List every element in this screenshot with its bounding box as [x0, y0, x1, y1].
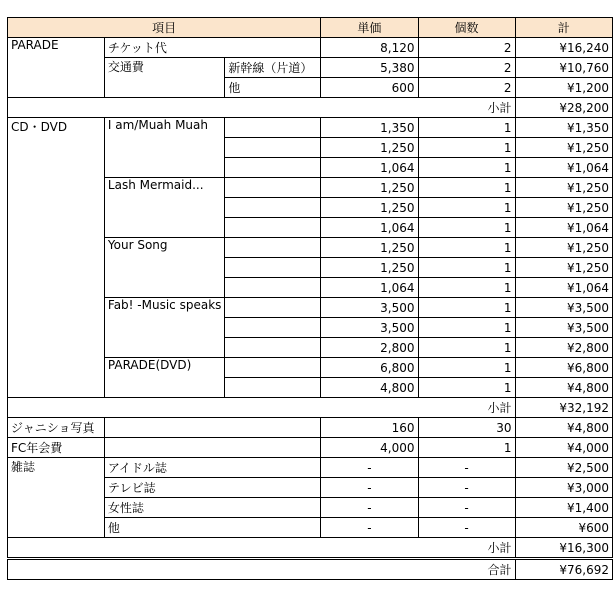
subtotal-row [8, 538, 613, 559]
line-total: ¥1,250 [515, 178, 612, 198]
subtotal-label: 小計 [8, 398, 516, 418]
header-quantity: 個数 [418, 18, 515, 38]
quantity: - [418, 498, 515, 518]
line-total: ¥4,800 [515, 418, 612, 438]
line-total: ¥6,800 [515, 358, 612, 378]
sub-item-label [225, 298, 321, 318]
subtotal-value: ¥16,300 [515, 538, 612, 559]
sub-item-label [225, 218, 321, 238]
table-row [8, 458, 613, 478]
quantity: 1 [418, 318, 515, 338]
quantity: 1 [418, 338, 515, 358]
quantity: 1 [418, 218, 515, 238]
item-title: Your Song [104, 238, 225, 298]
subtotal-label: 小計 [8, 538, 516, 559]
unit-price: 1,250 [321, 138, 418, 158]
header-total: 計 [515, 18, 612, 38]
group-label-parade: PARADE [8, 38, 105, 98]
group-label-fc: FC年会費 [8, 438, 105, 458]
line-total: ¥2,800 [515, 338, 612, 358]
unit-price: 8,120 [321, 38, 418, 58]
unit-price: - [321, 498, 418, 518]
line-total: ¥1,200 [515, 78, 612, 98]
sub-item-label [225, 338, 321, 358]
item-label [104, 438, 320, 458]
quantity: 2 [418, 78, 515, 98]
quantity: - [418, 518, 515, 538]
subtotal-row [8, 398, 613, 418]
unit-price: 1,250 [321, 178, 418, 198]
line-total: ¥3,500 [515, 318, 612, 338]
line-total: ¥1,250 [515, 258, 612, 278]
quantity: - [418, 458, 515, 478]
unit-price: 4,000 [321, 438, 418, 458]
line-total: ¥1,400 [515, 498, 612, 518]
unit-price: - [321, 458, 418, 478]
quantity: 2 [418, 58, 515, 78]
grand-total-label: 合計 [8, 559, 516, 580]
grand-total-row [8, 559, 613, 580]
quantity: 1 [418, 278, 515, 298]
unit-price: 1,250 [321, 258, 418, 278]
group-label-magazines: 雑誌 [8, 458, 105, 538]
unit-price: 6,800 [321, 358, 418, 378]
unit-price: 1,250 [321, 238, 418, 258]
quantity: 1 [418, 438, 515, 458]
line-total: ¥2,500 [515, 458, 612, 478]
item-label: アイドル誌 [104, 458, 320, 478]
quantity: 1 [418, 138, 515, 158]
sub-item-label [225, 118, 321, 138]
header-unit-price: 単価 [321, 18, 418, 38]
unit-price: 1,064 [321, 158, 418, 178]
grand-total-value: ¥76,692 [515, 559, 612, 580]
group-label-photos: ジャニショ写真 [8, 418, 105, 438]
sub-item-label [225, 318, 321, 338]
item-title: Fab! -Music speaks [104, 298, 225, 358]
table-row [8, 118, 613, 138]
unit-price: 3,500 [321, 318, 418, 338]
subtotal-value: ¥28,200 [515, 98, 612, 118]
quantity: 1 [418, 358, 515, 378]
line-total: ¥3,500 [515, 298, 612, 318]
sub-item-label [225, 198, 321, 218]
sub-item-label: 新幹線（片道） [225, 58, 321, 78]
quantity: 1 [418, 118, 515, 138]
quantity: 1 [418, 198, 515, 218]
quantity: 1 [418, 378, 515, 398]
unit-price: - [321, 478, 418, 498]
line-total: ¥4,800 [515, 378, 612, 398]
header-row [8, 18, 613, 38]
item-label: 他 [104, 518, 320, 538]
unit-price: 1,350 [321, 118, 418, 138]
sub-item-label [225, 358, 321, 378]
sub-item-label [225, 238, 321, 258]
table-row [8, 38, 613, 58]
line-total: ¥1,064 [515, 158, 612, 178]
line-total: ¥600 [515, 518, 612, 538]
line-total: ¥3,000 [515, 478, 612, 498]
subtotal-label: 小計 [8, 98, 516, 118]
unit-price: 600 [321, 78, 418, 98]
line-total: ¥16,240 [515, 38, 612, 58]
quantity: 30 [418, 418, 515, 438]
table-row [8, 418, 613, 438]
sub-item-label: 他 [225, 78, 321, 98]
line-total: ¥4,000 [515, 438, 612, 458]
sub-item-label [225, 378, 321, 398]
quantity: 1 [418, 178, 515, 198]
sub-item-label [225, 278, 321, 298]
line-total: ¥1,350 [515, 118, 612, 138]
quantity: 1 [418, 258, 515, 278]
line-total: ¥10,760 [515, 58, 612, 78]
table-row [8, 438, 613, 458]
unit-price: 5,380 [321, 58, 418, 78]
group-label-cd-dvd: CD・DVD [8, 118, 105, 398]
line-total: ¥1,064 [515, 218, 612, 238]
item-title: Lash Mermaid... [104, 178, 225, 238]
item-title: PARADE(DVD) [104, 358, 225, 398]
sub-item-label [225, 178, 321, 198]
sub-item-label [225, 158, 321, 178]
quantity: - [418, 478, 515, 498]
sub-item-label [225, 138, 321, 158]
unit-price: 1,064 [321, 218, 418, 238]
item-label: チケット代 [104, 38, 320, 58]
unit-price: 2,800 [321, 338, 418, 358]
subtotal-value: ¥32,192 [515, 398, 612, 418]
unit-price: 160 [321, 418, 418, 438]
line-total: ¥1,250 [515, 138, 612, 158]
subtotal-row [8, 98, 613, 118]
line-total: ¥1,250 [515, 198, 612, 218]
item-label: 女性誌 [104, 498, 320, 518]
unit-price: - [321, 518, 418, 538]
item-label: テレビ誌 [104, 478, 320, 498]
quantity: 1 [418, 158, 515, 178]
line-total: ¥1,064 [515, 278, 612, 298]
item-label: 交通費 [104, 58, 225, 98]
unit-price: 4,800 [321, 378, 418, 398]
quantity: 1 [418, 298, 515, 318]
quantity: 2 [418, 38, 515, 58]
unit-price: 1,250 [321, 198, 418, 218]
header-item: 項目 [8, 18, 321, 38]
item-label [104, 418, 320, 438]
expense-table [7, 17, 613, 580]
line-total: ¥1,250 [515, 238, 612, 258]
quantity: 1 [418, 238, 515, 258]
unit-price: 3,500 [321, 298, 418, 318]
item-title: I am/Muah Muah [104, 118, 225, 178]
unit-price: 1,064 [321, 278, 418, 298]
sub-item-label [225, 258, 321, 278]
